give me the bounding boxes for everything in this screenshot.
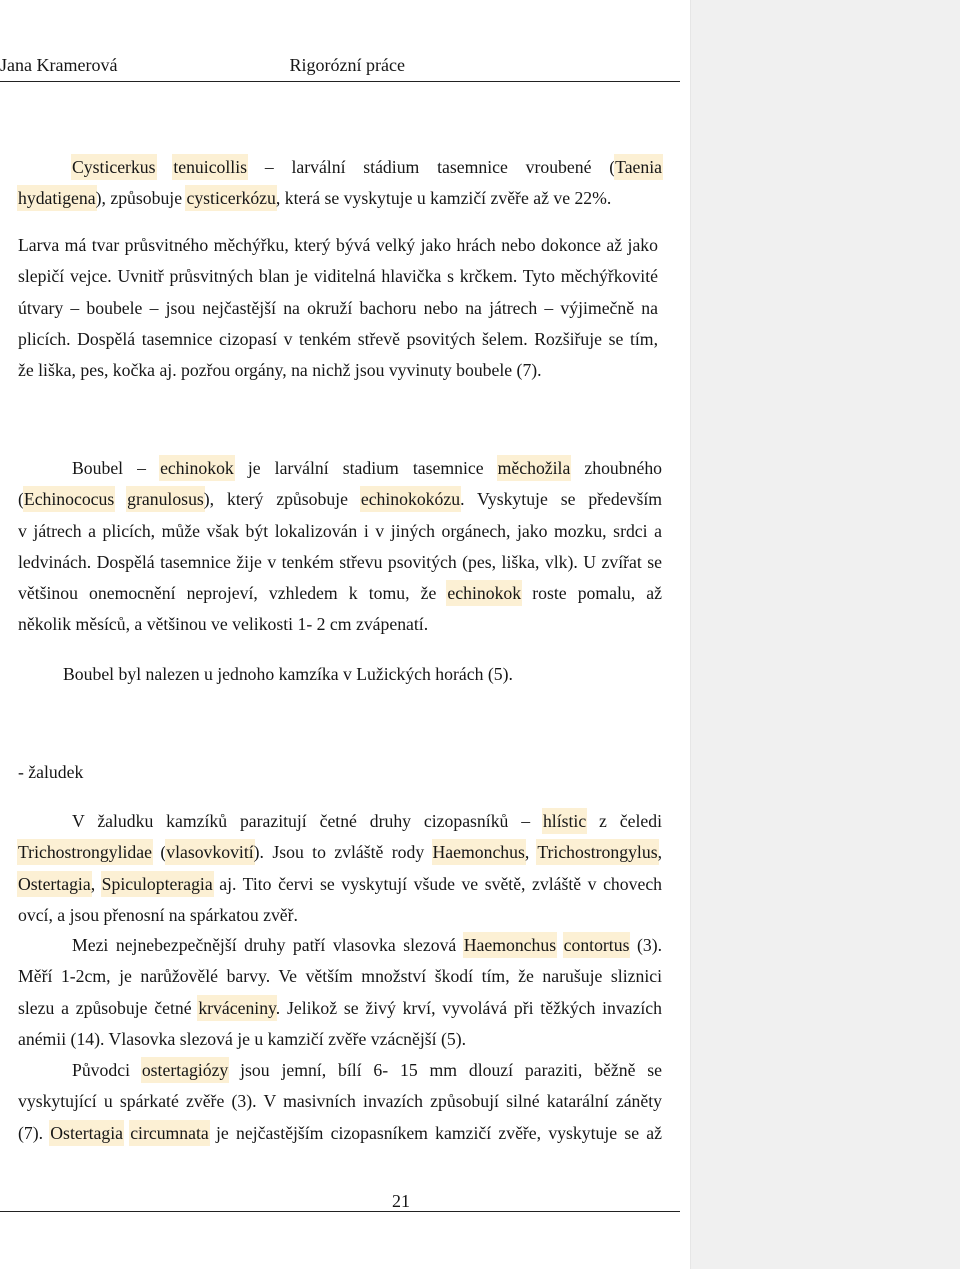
text-run: Boubel –: [72, 458, 161, 478]
text-run: několik měsíců, a většinou ve velikosti 1- 2 cm zvápenatí.: [18, 614, 429, 635]
text-run: slezu a způsobuje četné: [18, 997, 199, 1018]
text-run: ), který způsobuje: [203, 489, 361, 510]
text-run: Larva má tvar průsvitného měchýřku, který bývá velký jako hrách nebo dokonce až jako: [18, 235, 658, 255]
text-run: Původci: [72, 1060, 142, 1080]
highlighted-term: Taenia: [615, 154, 662, 180]
text-line: [18, 355, 658, 386]
text-run: aj. Tito červi se vyskytují všude ve světě, zvláště v chovech: [212, 873, 663, 894]
text-run: [556, 935, 564, 955]
text-run: (3).: [629, 935, 663, 955]
text-run: [156, 157, 174, 177]
text-line: [18, 484, 662, 515]
text-run: je larvální stadium tasemnice: [233, 458, 498, 478]
text-run: ,: [524, 842, 538, 863]
highlighted-term: Trichostrongylus: [537, 839, 657, 865]
highlighted-term: contortus: [564, 932, 630, 958]
text-line: [18, 324, 658, 355]
header-thesis-type: Rigorózní práce: [289, 55, 405, 75]
text-line: [18, 1118, 662, 1149]
highlighted-term: Ostertagia: [50, 1120, 123, 1146]
text-run: z čeledi: [586, 811, 662, 831]
text-run: většinou onemocnění neprojeví, vzhledem k tomu, že: [18, 583, 448, 604]
text-line: [18, 900, 662, 931]
text-line: [18, 993, 662, 1024]
paragraph-larva: [18, 230, 658, 386]
text-line: [18, 609, 662, 640]
highlighted-term: Trichostrongylidae: [18, 839, 152, 865]
text-line: [18, 261, 658, 292]
text-run: že liška, pes, kočka aj. pozřou orgány, na nichž jsou vyvinuty boubele (7).: [18, 360, 542, 381]
text-line: [18, 930, 662, 961]
highlighted-term: Ostertagia: [18, 871, 91, 897]
markup-side-pane: [690, 0, 960, 1269]
text-line: [18, 578, 662, 609]
highlighted-term: echinokok: [447, 580, 521, 606]
text-run: plicích. Dospělá tasemnice cizopasí v tenkém střevě psovitých šelem. Rozšiřuje se tím,: [18, 328, 658, 349]
highlighted-term: tenuicollis: [173, 154, 247, 180]
highlighted-term: echinokok: [160, 455, 234, 481]
text-run: vyskytující u spárkaté zvěře (3). V masivních invazích způsobují silné katarální záněty: [18, 1091, 662, 1112]
highlighted-term: cysticerkózu: [186, 185, 275, 211]
text-line: [18, 293, 658, 324]
highlighted-term: vlasovkovití: [166, 839, 253, 865]
highlighted-term: granulosus: [127, 486, 204, 512]
text-run: V žaludku kamzíků parazitují četné druhy cizopasníků –: [72, 811, 543, 831]
text-line: [18, 516, 662, 547]
text-run: jsou jemní, bílí 6- 15 mm dlouzí paraziti, běžně se: [228, 1060, 663, 1080]
header-author: Jana Kramerová: [0, 55, 118, 75]
text-line: [18, 961, 662, 992]
highlighted-term: Haemonchus: [464, 932, 556, 958]
highlighted-term: Cysticerkus: [72, 154, 156, 180]
highlighted-term: circumnata: [130, 1120, 209, 1146]
text-line: [18, 230, 658, 261]
text-run: ), způsobuje: [95, 188, 187, 209]
text-run: anémii (14). Vlasovka slezová je u kamzičí zvěře vzácnější (5).: [18, 1028, 467, 1049]
highlighted-term: hydatigena: [18, 185, 96, 211]
text-run: zhoubného: [570, 458, 663, 478]
text-run: roste pomalu, až: [521, 583, 662, 604]
highlighted-term: hlístic: [543, 808, 586, 834]
text-run: ovcí, a jsou přenosní na spárkatou zvěř.: [18, 904, 298, 925]
paragraph-boubel-echinokok: [18, 453, 662, 641]
text-run: ,: [90, 873, 102, 894]
text-line: [18, 869, 662, 900]
text-run: je nejčastějším cizopasníkem kamzičí zvěře, vyskytuje se až: [208, 1122, 662, 1143]
text-run: Měří 1-2cm, je narůžovělé barvy. Ve větším množství škodí tím, že narušuje sliznici: [18, 966, 662, 987]
text-run: Boubel byl nalezen u jednoho kamzíka v Lužických horách (5).: [63, 664, 513, 684]
highlighted-term: Haemonchus: [433, 839, 525, 865]
text-line: [18, 152, 662, 183]
text-line: [18, 837, 662, 868]
text-run: . Vyskytuje se především: [460, 489, 662, 510]
text-run: (: [18, 489, 24, 510]
highlighted-term: měchožila: [498, 455, 571, 481]
text-line: [18, 1055, 662, 1086]
footer-rule: [0, 1211, 680, 1212]
text-run: [114, 489, 127, 509]
text-run: Mezi nejnebezpečnější druhy patří vlasovka slezová: [72, 935, 464, 955]
text-run: – larvální stádium tasemnice vroubené (: [247, 157, 616, 177]
paragraph-ostertagie: [18, 1055, 662, 1149]
text-run: v játrech a plicích, může však být lokalizován i v jiných orgánech, jako mozku, srdci a: [18, 520, 662, 541]
paragraph-cysticerkus: [18, 152, 662, 215]
text-run: . Jelikož se živý krví, vyvolává při těžkých invazích: [275, 997, 662, 1018]
highlighted-term: Echinococus: [24, 486, 114, 512]
text-run: slepičí vejce. Uvnitř průsvitných blan je viditelná hlavička s krčkem. Tyto měchýřkovité: [18, 266, 658, 287]
text-line: [18, 806, 662, 837]
paragraph-zaludek-intro: [18, 806, 662, 931]
paragraph-boubel-nalez: [18, 659, 662, 690]
text-run: (: [151, 842, 167, 863]
text-run: útvary – boubele – jsou nejčastější na okruží bachoru nebo na játrech – výjimečně na: [18, 297, 658, 318]
text-line: [18, 183, 662, 214]
highlighted-term: echinokokózu: [361, 486, 460, 512]
section-heading-zaludek: - žaludek: [18, 762, 84, 782]
highlighted-term: Spiculopteragia: [102, 871, 213, 897]
text-line: [18, 1086, 662, 1117]
text-line: [18, 453, 662, 484]
text-run: ,: [657, 842, 662, 863]
paragraph-haemonchus: [18, 930, 662, 1055]
footer-page-number: 21: [392, 1191, 410, 1211]
header-rule: [0, 81, 680, 82]
text-run: ledvinách. Dospělá tasemnice žije v tenkém střevu psovitých (pes, liška, vlk). U zvířat se: [18, 551, 662, 572]
text-run: (7).: [18, 1122, 51, 1143]
text-run: ). Jsou to zvláště rody: [253, 842, 433, 863]
text-run: , která se vyskytuje u kamzičí zvěře až ve 22%.: [275, 188, 612, 209]
text-line: [18, 659, 662, 690]
highlighted-term: ostertagiózy: [142, 1057, 228, 1083]
highlighted-term: krváceniny: [198, 995, 275, 1021]
text-line: [18, 1024, 662, 1055]
text-line: [18, 547, 662, 578]
